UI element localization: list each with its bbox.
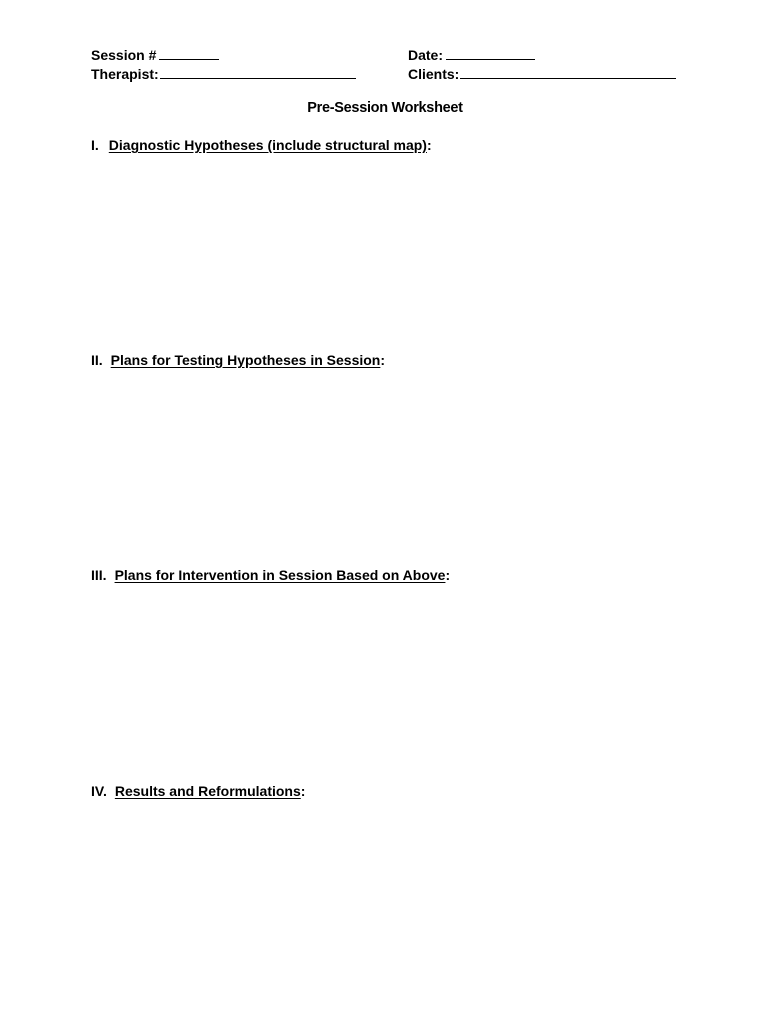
section-colon: : [300, 783, 306, 799]
session-number-field [91, 46, 219, 63]
section-intervention-plans [91, 567, 450, 583]
date-label: Date: [408, 47, 444, 63]
section-number: IV. [91, 783, 107, 799]
date-blank [446, 46, 535, 60]
section-colon: : [445, 567, 451, 583]
date-field [408, 46, 535, 63]
section-results-reformulations [91, 783, 305, 799]
section-diagnostic-hypotheses [91, 137, 432, 153]
clients-blank [460, 65, 676, 79]
session-number-blank [159, 46, 219, 60]
section-testing-plans [91, 352, 385, 368]
clients-field [408, 65, 676, 82]
section-heading: Plans for Intervention in Session Based on Above [114, 567, 446, 583]
section-colon: : [380, 352, 386, 368]
section-heading: Diagnostic Hypotheses (include structural map) [108, 137, 427, 153]
therapist-field [91, 65, 356, 82]
section-heading: Results and Reformulations [114, 783, 301, 799]
clients-label: Clients: [408, 66, 460, 82]
section-number: II. [91, 352, 103, 368]
session-number-label: Session # [91, 47, 157, 63]
therapist-label: Therapist: [91, 66, 159, 82]
page-title: Pre-Session Worksheet [307, 100, 463, 116]
section-heading: Plans for Testing Hypotheses in Session [110, 352, 381, 368]
section-colon: : [426, 137, 432, 153]
therapist-blank [160, 65, 356, 79]
section-number: III. [91, 567, 107, 583]
section-number: I. [91, 137, 99, 153]
